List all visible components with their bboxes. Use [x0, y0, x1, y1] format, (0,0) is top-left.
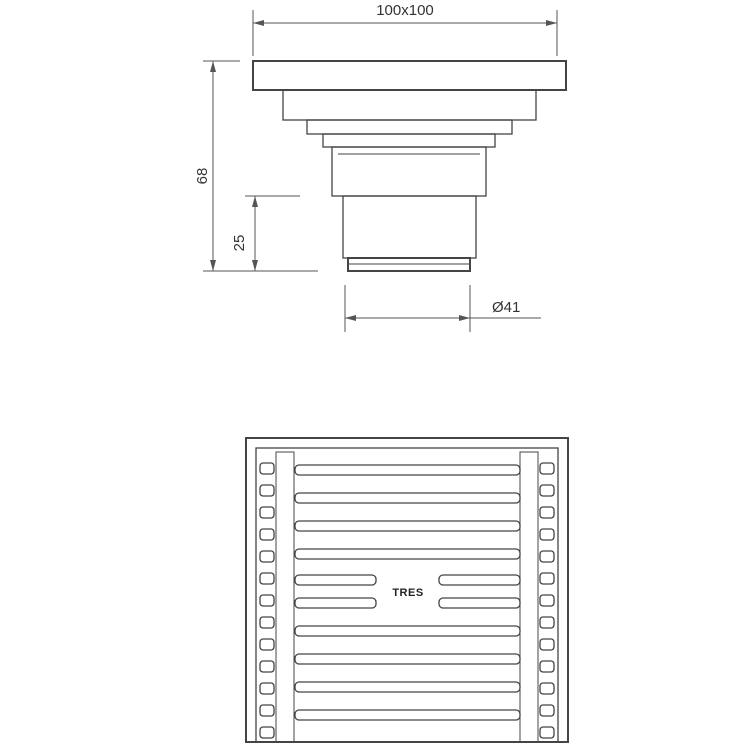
top-view-grate — [246, 438, 568, 742]
height-outlet-label: 25 — [231, 234, 248, 252]
side-view — [194, 2, 566, 332]
width-dimension — [253, 2, 557, 56]
height-total-label: 68 — [194, 167, 211, 185]
grate-left-column — [276, 452, 294, 742]
width-dimension-label: 100x100 — [376, 2, 434, 19]
diameter-dimension — [345, 285, 541, 332]
drain-body-profile — [253, 61, 566, 271]
grate-logo: TRES — [392, 587, 424, 599]
height-dimension-total — [194, 61, 318, 271]
grate-right-column — [520, 452, 538, 742]
height-dimension-outlet — [231, 196, 300, 271]
diameter-label: Ø41 — [492, 299, 521, 316]
